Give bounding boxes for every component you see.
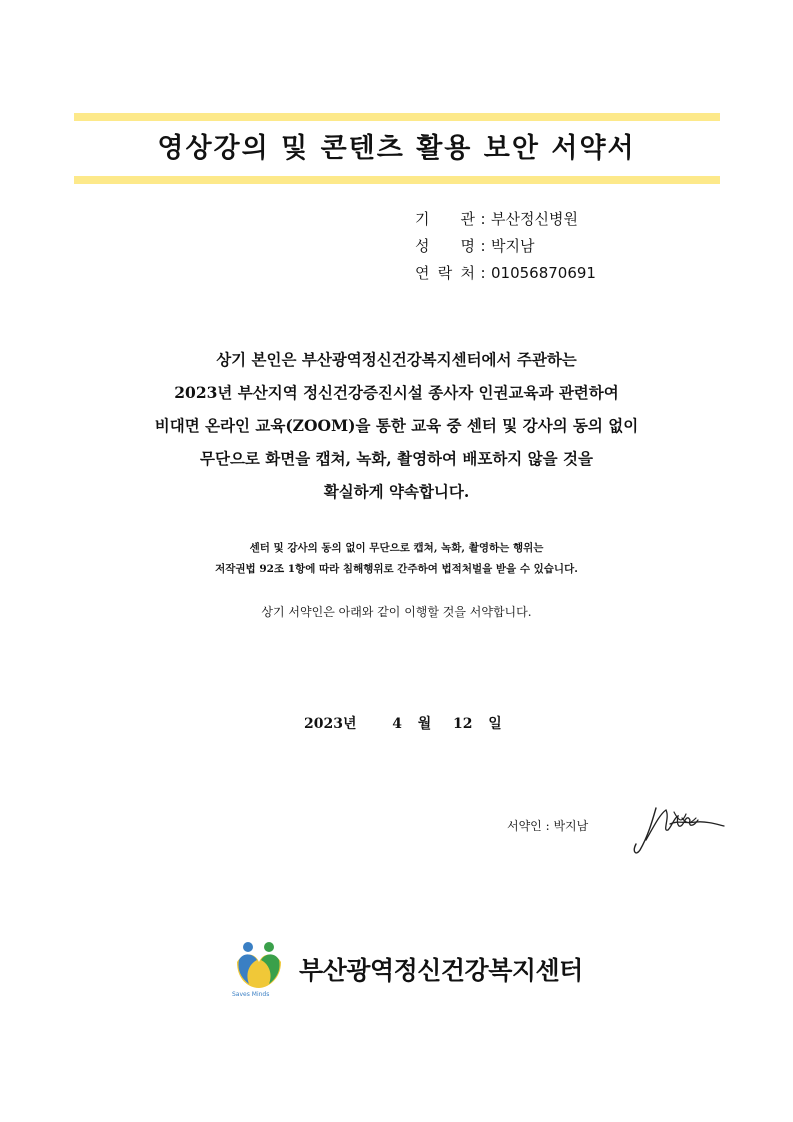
info-row-contact <box>415 260 596 287</box>
paragraph-line: 무단으로 화면을 캡쳐, 녹화, 촬영하여 배포하지 않을 것을 <box>200 449 593 468</box>
paragraph-line: 2023년 부산지역 정신건강증진시설 종사자 인권교육과 관련하여 <box>174 383 619 402</box>
pledge-paragraph <box>0 343 793 508</box>
info-row-organization <box>415 206 596 233</box>
paragraph-line: 확실하게 약속합니다. <box>323 482 470 501</box>
paragraph-line: 비대면 온라인 교육(ZOOM)을 통한 교육 중 센터 및 강사의 동의 없이 <box>154 416 639 435</box>
document-title: 영상강의 및 콘텐츠 활용 보안 서약서 <box>157 133 636 164</box>
center-name: 부산광역정신건강복지센터 <box>299 956 583 985</box>
info-label: 기 관 <box>415 210 475 228</box>
title-band-top <box>74 113 720 121</box>
date-month: 4 <box>392 716 402 732</box>
handwritten-signature <box>626 800 726 870</box>
contact-value: 01056870691 <box>491 264 596 282</box>
paragraph-line: 상기 본인은 부산광역정신건강복지센터에서 주관하는 <box>216 350 577 369</box>
name-value: 박지남 <box>491 237 535 255</box>
info-separator: : <box>480 264 486 282</box>
date-year: 2023년 <box>304 716 357 732</box>
date-month-unit: 월 <box>417 716 432 732</box>
warning-line: 저작권법 92조 1항에 따라 침해행위로 간주하여 법적처벌을 받을 수 있습니다. <box>215 563 578 575</box>
emblem-caption: Saves Minds <box>232 991 270 998</box>
info-label: 성 명 <box>415 237 475 255</box>
signer-info <box>415 206 596 287</box>
center-logo <box>229 940 583 998</box>
info-separator: : <box>480 237 486 255</box>
title-band-bottom <box>74 176 720 184</box>
info-label: 연 락 처 <box>415 264 475 282</box>
pledge-statement: 상기 서약인은 아래와 같이 이행할 것을 서약합니다. <box>261 605 532 619</box>
signing-date <box>304 713 502 733</box>
warning-line: 센터 및 강사의 동의 없이 무단으로 캡쳐, 녹화, 촬영하는 행위는 <box>249 542 544 554</box>
organization-value: 부산정신병원 <box>491 210 578 228</box>
date-day-unit: 일 <box>488 716 502 732</box>
info-separator: : <box>480 210 486 228</box>
legal-warning <box>0 538 793 580</box>
center-emblem-icon <box>229 940 289 998</box>
date-day: 12 <box>453 716 473 732</box>
info-row-name <box>415 233 596 260</box>
signature-icon <box>626 800 726 866</box>
signer-label: 서약인 : 박지남 <box>507 819 589 833</box>
